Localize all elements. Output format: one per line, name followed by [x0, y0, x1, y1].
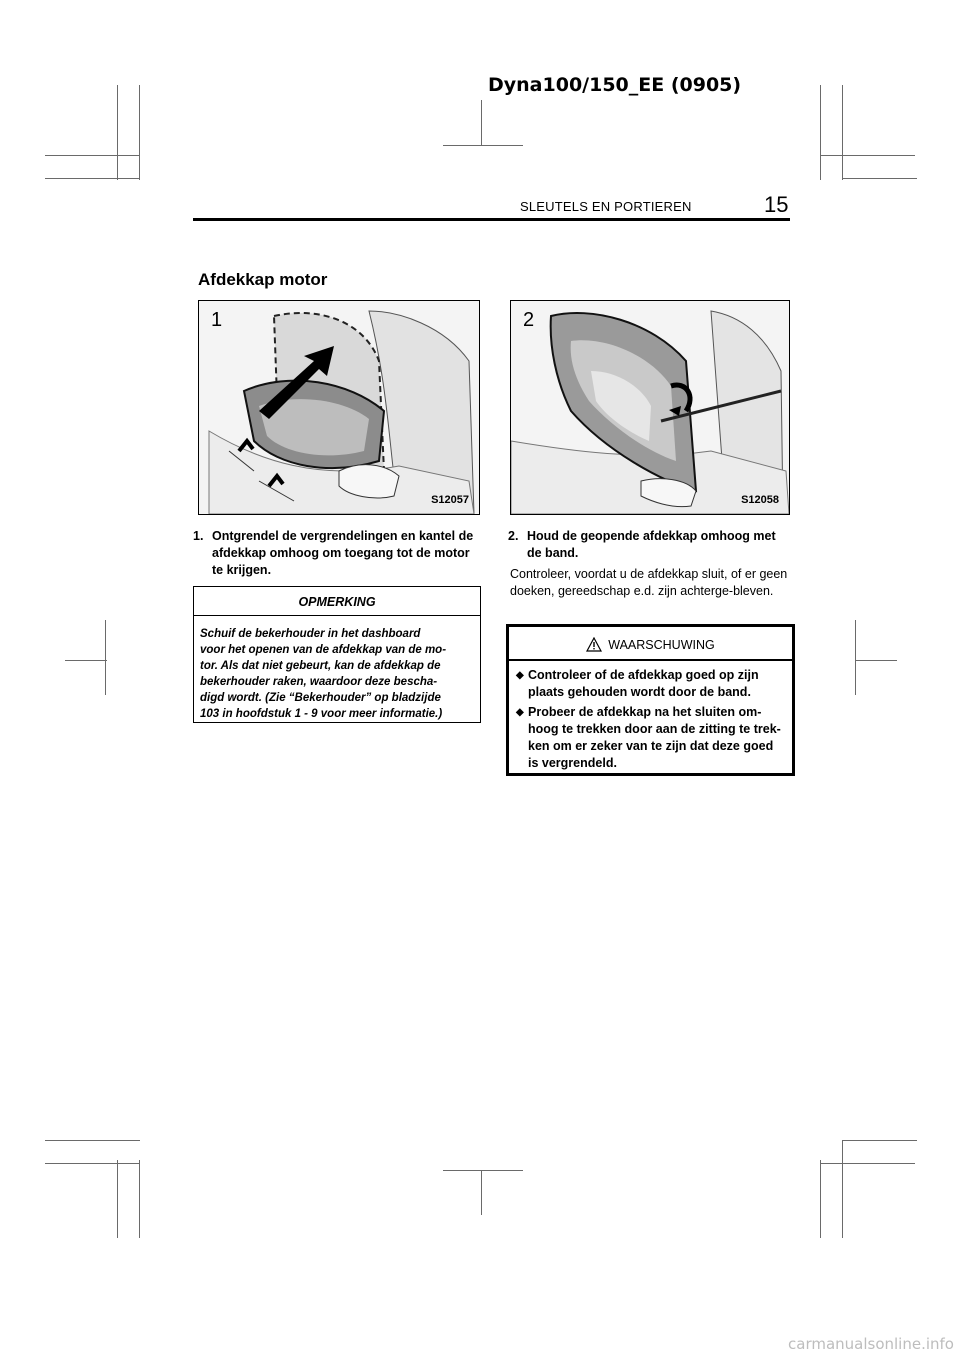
warning-triangle-icon	[586, 637, 602, 652]
note-line: voor het openen van de afdekkap van de mo-	[200, 644, 447, 656]
step-2-text: Houd de geopende afdekkap omhoog met de band.	[527, 529, 776, 560]
figure-2-illustration	[511, 301, 789, 514]
note-line: digd wordt. (Zie “Bekerhouder” op bladzijde	[200, 692, 441, 704]
note-line: Schuif de bekerhouder in het dashboard	[200, 628, 421, 640]
section-title: Afdekkap motor	[198, 270, 328, 289]
figure-1	[198, 300, 480, 515]
note-line: 103 in hoofdstuk 1 - 9 voor meer informatie.)	[200, 708, 443, 720]
warning-box	[506, 624, 795, 776]
step-1-text: Ontgrendel de vergrendelingen en kantel de afdekkap omhoog om toegang tot de motor te krijgen.	[212, 529, 474, 577]
step-2-number: 2.	[508, 529, 519, 543]
warning-item-text: Probeer de afdekkap na het sluiten om-hoog te trekken door aan de zitting te trek-ken om er zeker van te zijn dat deze goed is vergrendeld.	[528, 705, 781, 770]
warning-item-text: Controleer of de afdekkap goed op zijn plaats gehouden wordt door de band.	[528, 668, 759, 699]
note-divider	[194, 615, 480, 616]
note-line: bekerhouder raken, waardoor deze bescha-	[200, 676, 438, 688]
step-1-number: 1.	[193, 529, 204, 543]
warning-item	[516, 704, 784, 772]
figure-1-number: 1	[211, 309, 223, 331]
figure-1-code: S12057	[431, 494, 469, 506]
note-body	[200, 626, 472, 722]
warning-header	[509, 637, 792, 652]
note-line: tor. Als dat niet gebeurt, kan de afdekkap de	[200, 660, 441, 672]
footer-watermark: carmanualsonline.info	[788, 1335, 954, 1353]
warning-list	[516, 667, 784, 775]
warning-title: WAARSCHUWING	[608, 638, 715, 652]
warning-item	[516, 667, 784, 701]
step-2	[508, 528, 778, 562]
figure-2-number: 2	[523, 309, 535, 331]
figure-2-code: S12058	[741, 494, 779, 506]
running-head: SLEUTELS EN PORTIEREN	[520, 199, 692, 214]
header-rule	[193, 218, 790, 221]
warning-divider	[509, 659, 792, 661]
note-box	[193, 586, 481, 723]
diamond-bullet-icon: ◆	[516, 707, 524, 718]
page-number: 15	[764, 192, 789, 217]
figure-2	[510, 300, 790, 515]
figure-1-illustration	[199, 301, 479, 514]
step-2-paragraph: Controleer, voordat u de afdekkap sluit, of er geen doeken, gereedschap e.d. zijn achterge-bleven.	[510, 567, 788, 598]
note-title: OPMERKING	[298, 595, 376, 609]
document-id: Dyna100/150_EE (0905)	[488, 74, 742, 96]
step-1	[193, 528, 481, 579]
diamond-bullet-icon: ◆	[516, 670, 524, 681]
